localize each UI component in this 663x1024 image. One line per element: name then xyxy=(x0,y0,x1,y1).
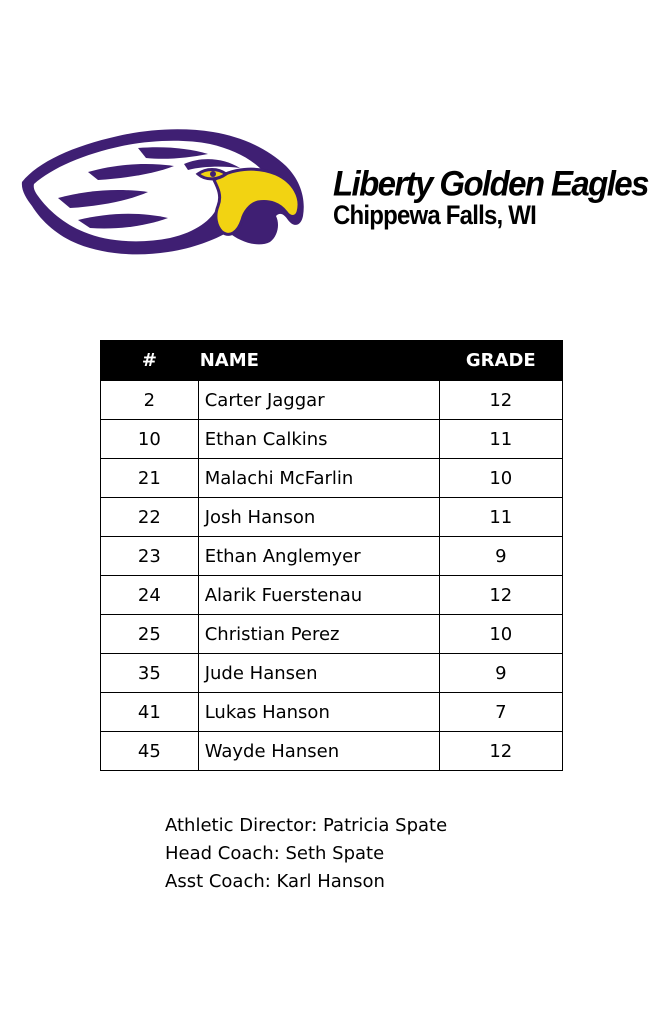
table-row xyxy=(101,693,563,732)
player-name: Josh Hanson xyxy=(198,498,439,537)
player-number: 22 xyxy=(101,498,199,537)
table-row xyxy=(101,459,563,498)
header-title-block xyxy=(333,160,653,231)
player-grade: 9 xyxy=(439,654,562,693)
eagle-head-logo xyxy=(18,124,308,260)
player-name: Christian Perez xyxy=(198,615,439,654)
player-number: 25 xyxy=(101,615,199,654)
player-name: Lukas Hanson xyxy=(198,693,439,732)
table-row xyxy=(101,498,563,537)
player-grade: 7 xyxy=(439,693,562,732)
roster-header-row xyxy=(101,341,563,381)
staff-list xyxy=(165,812,447,896)
player-name: Alarik Fuerstenau xyxy=(198,576,439,615)
player-number: 45 xyxy=(101,732,199,771)
table-row xyxy=(101,654,563,693)
player-grade: 11 xyxy=(439,498,562,537)
player-name: Jude Hansen xyxy=(198,654,439,693)
player-name: Carter Jaggar xyxy=(198,381,439,420)
player-grade: 12 xyxy=(439,576,562,615)
head-coach: Head Coach: Seth Spate xyxy=(165,843,385,864)
table-row xyxy=(101,576,563,615)
player-number: 35 xyxy=(101,654,199,693)
player-name: Wayde Hansen xyxy=(198,732,439,771)
player-number: 2 xyxy=(101,381,199,420)
player-grade: 12 xyxy=(439,381,562,420)
header-number: # xyxy=(101,341,199,381)
player-grade: 11 xyxy=(439,420,562,459)
table-row xyxy=(101,420,563,459)
table-row xyxy=(101,381,563,420)
player-name: Ethan Calkins xyxy=(198,420,439,459)
header-grade: GRADE xyxy=(439,341,562,381)
assistant-coach: Asst Coach: Karl Hanson xyxy=(165,871,385,892)
roster-table xyxy=(100,340,563,771)
player-name: Ethan Anglemyer xyxy=(198,537,439,576)
table-row xyxy=(101,537,563,576)
table-row xyxy=(101,615,563,654)
player-number: 21 xyxy=(101,459,199,498)
team-location: Chippewa Falls, WI xyxy=(333,200,536,231)
player-number: 10 xyxy=(101,420,199,459)
player-grade: 10 xyxy=(439,615,562,654)
player-grade: 10 xyxy=(439,459,562,498)
player-grade: 12 xyxy=(439,732,562,771)
athletic-director: Athletic Director: Patricia Spate xyxy=(165,815,448,836)
table-row xyxy=(101,732,563,771)
player-number: 23 xyxy=(101,537,199,576)
header-name: NAME xyxy=(198,341,439,381)
player-number: 24 xyxy=(101,576,199,615)
player-number: 41 xyxy=(101,693,199,732)
player-grade: 9 xyxy=(439,537,562,576)
team-name: Liberty Golden Eagles xyxy=(333,163,648,204)
player-name: Malachi McFarlin xyxy=(198,459,439,498)
